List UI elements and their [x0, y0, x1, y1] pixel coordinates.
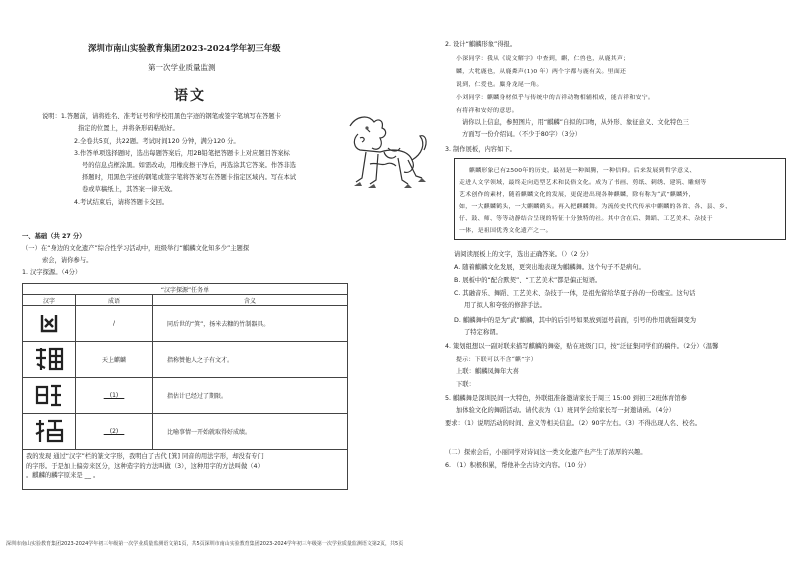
question-2-title: 2. 设计“麒麟形象”得报。: [445, 41, 517, 48]
question-5-requirements: 要求：（1）说明活动的时间、意义等相关信息。（2）90字左右。（3）不得出现人名、校名。: [445, 420, 702, 427]
board-line: 走进人文学领域，最终走向造型艺术和民俗文化。成为了书画、剪纸、刺绣、建筑、雕刻等: [459, 180, 707, 186]
board-line: 一体，是祖国优秀文化遗产之一。: [459, 228, 552, 234]
question-4-hint: 提示：下联可以不含“麒”字）: [456, 357, 537, 363]
school-title: 深圳市南山实验教育集团2023-2024学年初三年级: [88, 43, 281, 53]
table-header: 含义: [153, 295, 348, 306]
idiom-cell: /: [76, 306, 153, 342]
discovery-line: 我的发现 通过“汉字”栏的篆文字形，我明白了古代 [箕] 同音的用法字形，却没有专门: [26, 453, 264, 460]
board-line: 艺术创作的素材，随着麒麟文化的发展，更促进出现各种麒麟，除有称为“武”麒麟外，: [459, 192, 695, 198]
option-d-cont: 了特定称谓。: [464, 329, 502, 336]
ancient-glyph-qilin-icon: [23, 342, 76, 378]
instruction-line: 卷或草稿纸上，其答案一律无效。: [82, 186, 177, 193]
board-line: 如，一大麒麟鹤头，一大麒麟鹤头。再入把麒麟舞。为流传史代代传承中麒麟的各省、各、县、乡、: [459, 204, 732, 210]
meaning-cell: 指估计已经过了期限。: [153, 378, 348, 414]
instruction-line: 指定的位置上，并将条形码粘贴好。: [78, 125, 179, 132]
discovery-line: 。麒麟的麟字原来是 __ 。: [26, 472, 100, 480]
board-line: 仔、鼓、师、等等动静结合呈现的特征十分独特的社。其中含在后、舞蹈、工艺美术、杂技于: [459, 216, 713, 222]
discovery-line: 的字形。于是加上偏旁来区分，这种造字的方法叫做（3），这种用字的方法叫做（4）: [26, 462, 264, 470]
idiom-blank-1: __(1)__: [76, 378, 153, 414]
question-3-prompt: 请阅读展板上的文字，选出正确答案。（）（2 分）: [454, 251, 593, 258]
table-header: 汉字: [23, 295, 76, 306]
option-b: B. 展板中的“配合默契”、“工艺美术”都是偏正短语。: [454, 277, 602, 284]
meaning-cell: 同后世的“箕”，扬米去糠的竹制器具。: [153, 306, 348, 342]
idiom-blank-2: __(2)__: [76, 414, 153, 450]
ancient-glyph-qi2-icon: [23, 414, 76, 450]
ancient-glyph-qi-icon: [23, 378, 76, 414]
table-row: [23, 306, 348, 342]
table-row: [23, 342, 348, 378]
handwritten-line: 小深同学：我从《说文解字》中查到，麒，仁兽也，从鹿其声；: [456, 56, 630, 62]
task-table: [22, 283, 348, 490]
option-c: C. 其融音乐、舞蹈、工艺美术、杂技于一体，是祖先留给华夏子孙的一份瑰宝。这句话: [454, 290, 696, 297]
instruction-line: 号的信息点框涂黑。如需改动，用橡皮擦干净后，再选涂其它答案。作答非选: [82, 162, 297, 169]
section-intro-line: （一）在“身边的文化遗产”综合性学习活动中，班级举行“麒麟文化知多少”主题探: [22, 245, 250, 252]
instruction-line: 3.作答单项选择题时，选出每题答案后，用2B铅笔把答题卡上对应题目答案标: [74, 150, 290, 157]
table-header: 成语: [76, 295, 153, 306]
exam-title: 第一次学业质量监测: [148, 63, 216, 72]
idiom-cell: 天上麒麟: [76, 342, 153, 378]
instruction-line: 2.全卷共5页，共22题。考试时间120 分钟，满分120 分。: [74, 138, 240, 145]
option-d: D. 麒麟舞中的是为“武”麒麟，其中的后引号如果放到逗号前面，引号的作用就强调变为: [454, 317, 697, 324]
couplet-lower: 下联：: [456, 381, 475, 388]
section-intro-line: 索会，请你参与。: [42, 257, 93, 264]
discovery-cell: [23, 450, 348, 490]
couplet-upper: 上联：麒麟凤舞年大喜: [456, 368, 519, 375]
table-row: [23, 378, 348, 414]
question-5-line: 加体验文化的舞蹈活动。请代表为（1）班同学会给家长写一封邀请函。（4分）: [456, 407, 675, 414]
question-2-task-line: 请你以上信息，参照图片，用“麒麟”自拟的口吻，从外形、象征意义、文化特色三: [462, 119, 689, 126]
subject-title: 语文: [174, 88, 206, 104]
instruction-line: 择题时，用黑色字迹的钢笔或签字笔将答案写在答题卡指定区域内。写在本试: [82, 174, 297, 181]
instruction-line: 说明：1.答题前，请将姓名、准考证号和学校用黑色字迹的钢笔或签字笔填写在答题卡: [42, 113, 281, 120]
meaning-cell: 指称赞他人之子有文才。: [153, 342, 348, 378]
handwritten-line: 有将祥和安好的意思。: [456, 108, 518, 114]
ancient-glyph-ji-icon: [23, 306, 76, 342]
meaning-cell: 比喻事情一开始就取得好成绩。: [153, 414, 348, 450]
question-6-line: 6. （1）积极积累，帮他补全古诗文内容。（10 分）: [445, 462, 590, 469]
handwritten-line: 小刘同学：麒麟身材似乎与传统中的吉祥动物相辅相成，能吉祥和安宁。: [456, 95, 655, 101]
option-a: A. 随着麒麟文化发展，更突出地表现为麒麟舞。这个句子不是病句。: [454, 264, 645, 271]
handwritten-line: 说到，仁爱也。麋身龙尾一角。: [456, 82, 543, 88]
left-column: [22, 0, 358, 535]
question-2-task-line: 方面写一份介绍词。（不少于80字）（3分）: [462, 131, 582, 138]
right-column: [440, 0, 752, 535]
instruction-line: 4.考试结束后，请将答题卡交回。: [74, 199, 169, 206]
question-4-line: 4. 策划组想以一副对联来描写麒麟的舞姿，贴在班级门口，按“泛征集同学们的稿件。（2分）（温馨: [445, 343, 719, 350]
board-line: 麒麟形象已有2500年的历史，最初是一种图腾，一种信仰。后来发展到哲学意义、: [469, 168, 696, 174]
handwritten-line: 麟，大牝鹿也，从鹿粦声(1)0 年）两个字都与鹿有关。里面还: [456, 69, 627, 75]
part-2-intro: （二）探索会后，小丽同学对诗词这一类文化遗产也产生了浓厚的兴趣。: [445, 449, 647, 456]
page-footer: 深圳市南山实验教育集团2023-2024学年初三年级第一次学业质量监测语文第1页，共5页深圳市南山实验教育集团2023-2024学年初三年级第一次学业质量监测语文第2页，共5页: [6, 541, 404, 547]
option-c-cont: 用了拟人和夸张的修辞手法。: [464, 302, 546, 309]
question-5-line: 5. 麒麟舞是深圳民间一大特色，外联组准备邀请家长于周三 15:00 到初三2班体育馆参: [445, 395, 687, 402]
section-title: 一、基础（共 27 分）: [22, 233, 86, 240]
task-table-caption: “汉字探源”任务单: [23, 284, 348, 295]
table-row: [23, 414, 348, 450]
question-3-title: 3. 制作展板，内容如下。: [445, 146, 516, 153]
exhibit-board: [454, 158, 786, 240]
qilin-illustration: [330, 108, 430, 194]
question-1-label: 1. 汉字探源。（4分）: [22, 269, 82, 276]
